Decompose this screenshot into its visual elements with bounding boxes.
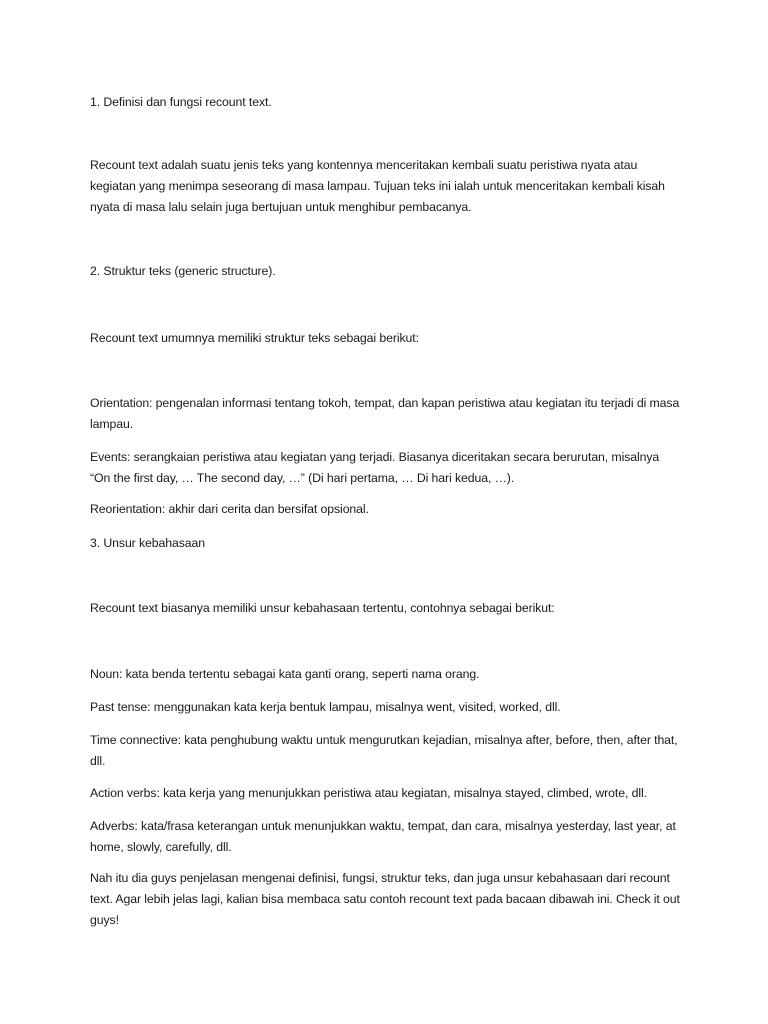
paragraph-events: Events: serangkaian peristiwa atau kegiatan yang terjadi. Biasanya diceritakan secara berurutan, misalnya “On the first day, … The second day, …” (Di hari pertama, … Di hari kedua, …).: [90, 450, 660, 485]
paragraph-reorientation: Reorientation: akhir dari cerita dan bersifat opsional.: [90, 502, 369, 516]
paragraph-noun: Noun: kata benda tertentu sebagai kata ganti orang, seperti nama orang.: [90, 667, 480, 681]
paragraph-time-connective: Time connective: kata penghubung waktu untuk mengurutkan kejadian, misalnya after, before, then, after that, dll.: [90, 733, 678, 768]
heading-definisi: 1. Definisi dan fungsi recount text.: [90, 95, 272, 109]
heading-struktur: 2. Struktur teks (generic structure).: [90, 264, 276, 278]
heading-unsur: 3. Unsur kebahasaan: [90, 536, 205, 550]
paragraph-action-verbs: Action verbs: kata kerja yang menunjukkan peristiwa atau kegiatan, misalnya stayed, climbed, wrote, dll.: [90, 786, 647, 800]
paragraph-definisi: Recount text adalah suatu jenis teks yang kontennya menceritakan kembali suatu peristiwa nyata atau kegiatan yang menimpa seseorang di masa lampau. Tujuan teks ini ialah untuk menceritakan kembali kisah nyata di masa lalu selain juga bertujuan untuk menghibur pembacanya.: [90, 158, 665, 214]
paragraph-closing: Nah itu dia guys penjelasan mengenai definisi, fungsi, struktur teks, dan juga unsur kebahasaan dari recount text. Agar lebih jelas lagi, kalian bisa membaca satu contoh recount text pada bacaan dibawah ini. Check it out guys!: [90, 871, 680, 927]
paragraph-past-tense: Past tense: menggunakan kata kerja bentuk lampau, misalnya went, visited, worked, dll.: [90, 700, 561, 714]
paragraph-orientation: Orientation: pengenalan informasi tentang tokoh, tempat, dan kapan peristiwa atau kegiatan itu terjadi di masa lampau.: [90, 396, 680, 431]
paragraph-adverbs: Adverbs: kata/frasa keterangan untuk menunjukkan waktu, tempat, dan cara, misalnya yesterday, last year, at home, slowly, carefully, dll.: [90, 819, 676, 854]
paragraph-unsur-intro: Recount text biasanya memiliki unsur kebahasaan tertentu, contohnya sebagai berikut:: [90, 601, 555, 615]
paragraph-struktur-intro: Recount text umumnya memiliki struktur teks sebagai berikut:: [90, 331, 419, 345]
